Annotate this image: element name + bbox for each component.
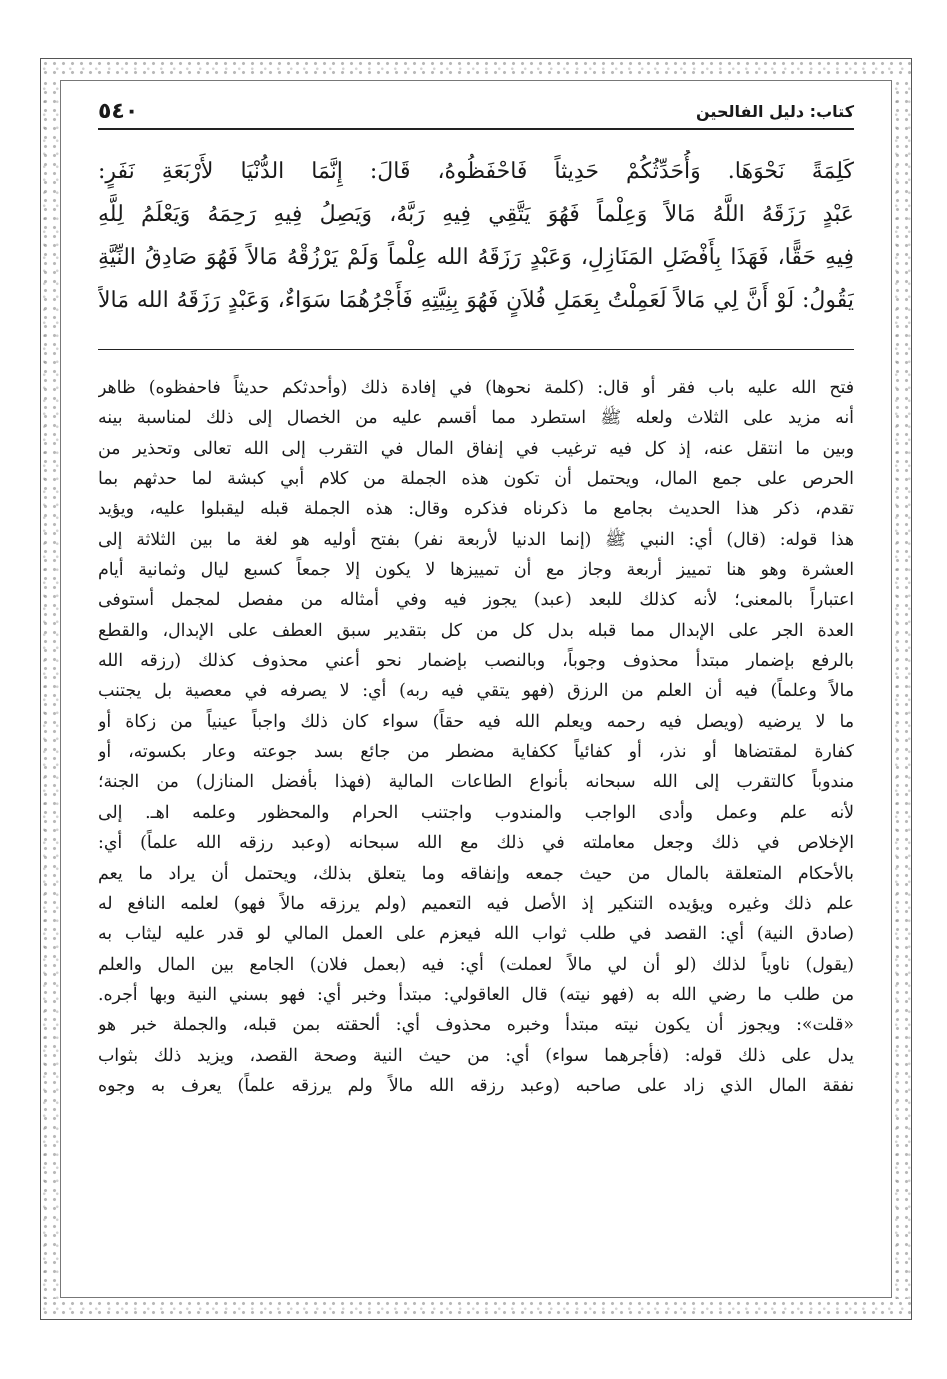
commentary-line: بالأحكام المتعلقة بالمال من حيث جمعه وإنفاقه وما يتعلق بذلك، ويحتمل أن يراد ما يعم: [98, 863, 854, 884]
commentary-line: الحرص على جمع المال، ويحتمل أن تكون هذه الجملة من كلام أبي كبشة لما حدثهم بما: [98, 469, 854, 490]
page-number: ٥٤٠: [98, 98, 139, 124]
commentary-line: مالاً وعلماً) فيه أن العلم من الرزق (فهو يتقي فيه ربه) أي: لا يصرفه في معصية بل يجتنب: [98, 681, 854, 702]
commentary-line: بالرفع بإضمار مبتدأ محذوف وجوباً، وبالنصب بإضمار نحو أعني محذوف كذلك (رزقه الله: [98, 651, 854, 672]
commentary-line: أنه مزيد على الثلاث ولعله ﷺ استطرد مما أقسم عليه من الخصال إلى ذلك لمناسبة بينه: [98, 408, 854, 429]
book-title: كتاب: دليل الفالحين: [696, 101, 854, 121]
commentary-line: فتح الله عليه باب فقر أو قال: (كلمة نحوها) في إفادة ذلك (وأحدثكم حديثاً فاحفظوه) ظاهر: [98, 378, 854, 398]
commentary-line: وبين ما انتقل عنه، إذ كل فيه ترغيب في إنفاق المال في التقرب إلى الله تعالى وتحذير من: [98, 438, 854, 459]
hadith-line: عَبْدٍ رَزَقَهُ اللَّهُ مَالاً وَعِلْماً فَهُوَ يَتَّقِي فِيهِ رَبَّهُ، وَيَصِلُ فِيهِ رَحِمَهُ وَيَعْلَمُ لِلَّهِ: [98, 202, 854, 227]
commentary-line: من طلب ما رضي الله به (فهو نيته) قال العاقولي: مبتدأ وخبر أي: فهو بسني النية وبها أجره.: [98, 984, 854, 1005]
commentary-line: علم ذلك وغيره ويؤيده التنكير إذ الأصل فيه التعميم (ولم يرزقه مالاً فهو) لعلمه النافع له: [98, 893, 854, 914]
hadith-line: يَقُولُ: لَوْ أَنَّ لِي مَالاً لَعَمِلْتُ بِعَمَلِ فُلاَنٍ فَهُوَ بِنِيَّتِهِ فَأَجْرُهُمَا سَوَاءٌ، وَعَبْدٍ رَزَقَهُ الله مَالاً: [98, 288, 854, 313]
hadith-line: فِيهِ حَقًّا، فَهَذَا بِأَفْضَلِ المَنَازِلِ، وَعَبْدٍ رَزَقَهُ الله عِلْماً وَلَمْ يَرْزُقْهُ مَالاً فَهُوَ صَادِقُ النِّيَّةِ: [98, 245, 854, 270]
commentary-line: لأنه علم وعمل وأدى الواجب والمندوب واجتنب الحرام والمحظور وعلمه اهـ. إلى: [98, 802, 854, 823]
commentary-line: نفقة المال الذي زاد على صاحبه (وعبد رزقه الله مالاً ولم يرزقه علماً) يعرف به وجوه: [98, 1075, 854, 1096]
page-header: [98, 96, 854, 126]
hadith-line: كَلِمَةً نَحْوَهَا. وَأُحَدِّثُكُمْ حَدِيثاً فَاحْفَظُوهُ، قَالَ: إِنَّمَا الدُّنْيَا لأَرْبَعَةِ نَفَرٍ:: [98, 159, 854, 184]
commentary-text: [98, 373, 854, 1101]
commentary-line: كفارة لمقتضاها أو نذر، أو كفائياً ككفاية مضطر من جائع بسد جوعته وعار بكسوته، أو: [98, 742, 854, 763]
commentary-line: اعتباراً بالمعنى؛ لأنه كذلك للبعد (عبد) يجوز فيه وفي أمثاله من مفصل لمجمل أستوفى: [98, 590, 854, 611]
commentary-line: الإخلاص في ذلك وجعل معاملته في ذلك مع الله سبحانه (وعبد رزقه الله علماً) أي:: [98, 833, 854, 854]
hadith-text: [98, 150, 854, 322]
commentary-line: العدة الجر على الإبدال مما قبله بدل كل من كل بتقدير سبق العطف على الإبدال، والقطع: [98, 620, 854, 641]
commentary-line: تقدم، ذكر هذا الحديث بجامع ما ذكرناه فذكره وقال: هذه الجملة قبله ليقبلوا عليه، ويؤيد: [98, 499, 854, 520]
commentary-line: هذا قوله: (قال) أي: النبي ﷺ (إنما الدنيا لأربعة نفر) بفتح أوليه هو لغة ما بين الثلاثة إلى: [98, 529, 854, 550]
commentary-line: (يقول) ناوياً لذلك (لو أن لي مالاً لعملت) أي: فيه (بعمل فلان) الجامع بين المال والعلم: [98, 954, 854, 975]
commentary-line: «قلت»: ويجوز أن يكون نيته مبتدأ وخبره محذوف أي: ألحقته بمن قبله، والجملة خبر هو: [98, 1015, 854, 1036]
commentary-line: مندوباً كالتقرب إلى الله سبحانه بأنواع الطاعات المالية (فهذا بأفضل المنازل) من الجنة؛: [98, 772, 854, 793]
commentary-line: العشرة وهو هنا تمييز أربعة وجاز مع أن تمييزها لا يكون إلا جمعاً كسبع ليال وثمانية أيام: [98, 560, 854, 581]
header-divider: [98, 128, 854, 130]
text-commentary-divider: [98, 349, 854, 350]
commentary-line: ما لا يرضيه (ويصل فيه رحمه ويعلم الله فيه حقاً) سواء كان ذلك واجباً عينياً من زكاة أو: [98, 711, 854, 732]
commentary-line: (صادق النية) أي: القصد في طلب ثواب الله فيعزم على العمل المالي لو قدر عليه ليثاب به: [98, 924, 854, 945]
commentary-line: يدل على ذلك قوله: (فأجرهما سواء) أي: من حيث النية وصحة القصد، ويزيد ذلك بثواب: [98, 1045, 854, 1066]
